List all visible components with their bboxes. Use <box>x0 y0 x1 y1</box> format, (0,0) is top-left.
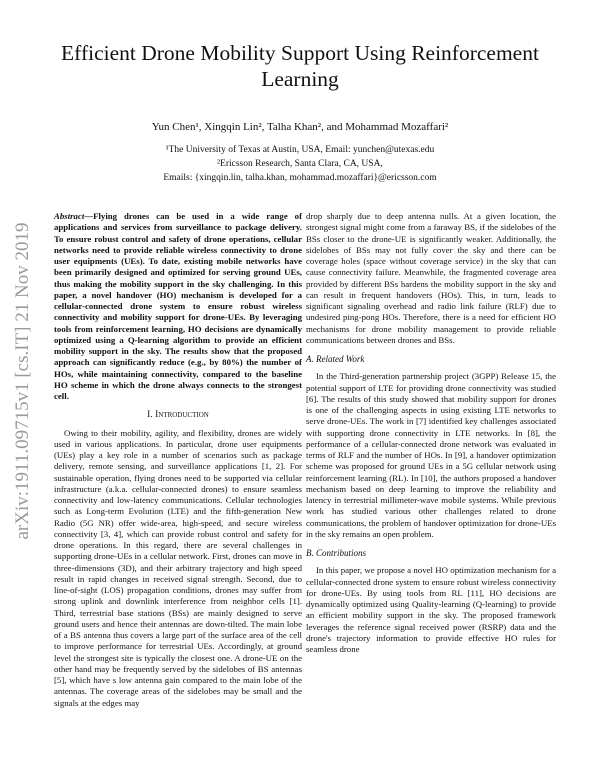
affiliations <box>60 143 540 185</box>
subsection-heading-related-work: A. Related Work <box>306 354 365 364</box>
subsection-heading-contributions: B. Contributions <box>306 548 367 558</box>
right-column <box>306 211 556 655</box>
affiliation-line: ¹The University of Texas at Austin, USA, Email: yunchen@utexas.edu <box>165 145 435 155</box>
related-work-paragraph: In the Third-generation partnership project (3GPP) Release 15, the potential support of LTE for providing drone connectivity was studied [6]. The results of this study showed that mobility support for drones is one of the challenging aspects in using existing LTE networks to serve drone-UEs. The work in [7] identified key challenges associated with supporting drone connectivity in LTE networks. In [8], the performance of a cellular-connected drone network was evaluated in terms of RLF and the number of HOs. In [9], a handover optimization scheme was proposed for ground UEs in a 5G cellular network using reinforcement learning (RL). In [10], the authors proposed a handover mechanism based on deep learning to improve the reliability and latency in terrestrial millimeter-wave mobile systems. While previous work has studied various other challenges related to drone communications, the problem of handover optimization for drone-UEs in the sky remains an open problem. <box>306 371 556 539</box>
abstract <box>54 211 302 402</box>
paper-title: Efficient Drone Mobility Support Using Reinforcement Learning <box>61 41 539 91</box>
section-heading-introduction: I. Introduction <box>147 410 209 421</box>
affiliation-line: Emails: {xingqin.lin, talha.khan, mohammad.mozaffari}@ericsson.com <box>163 173 437 183</box>
abstract-label: Abstract <box>54 211 85 221</box>
abstract-text: —Flying drones can be used in a wide range of applications and services from surveillance to package delivery. To ensure robust control and safety of drone operations, cellular networks need to provide reliable wireless connectivity to drone user equipments (UEs). To date, existing mobile networks have been primarily designed and optimized for serving ground UEs, thus making the mobility support in the sky challenging. In this paper, a novel handover (HO) mechanism is developed for a cellular-connected drone system to ensure robust wireless connectivity and mobility support for drone-UEs. By leveraging tools from reinforcement learning, HO decisions are dynamically optimized using a Q-learning algorithm to provide an efficient mobility support in the sky. The results show that the proposed approach can significantly reduce (e.g., by 80%) the number of HOs, while maintaining connectivity, compared to the baseline HO scheme in which the drone always connects to the strongest cell. <box>54 211 302 401</box>
introduction-paragraph: Owing to their mobility, agility, and flexibility, drones are widely used in various applications. In particular, drone user equipments (UEs) play a key role in a number of scenarios such as package delivery, remote sensing, and surveillance applications [1, 2]. For sustainable operation, flying drones need to be supported via cellular infrastructure (a.k.a. cellular-connected drones) to ensure seamless connectivity and low-latency communications. Cellular technologies such as Long-term Evolution (LTE) and the fifth-generation New Radio (5G NR) offer wide-area, high-speed, and secure wireless connectivity [3, 4], which can provide robust control and safety for drone operations. In this regard, there are several challenges in supporting drone-UEs in a cellular network. First, drones can move in three-dimensions (3D), and their arbitrary trajectory and high speed result in rapid changes in received signal strength. Second, due to line-of-sight (LOS) propagation conditions, drones may suffer from strong uplink and downlink interference from neighbor cells [1]. Third, terrestrial base stations (BSs) are mainly designed to serve ground users and hence their antennas are down-tilted. The main lobe of a BS antenna thus covers a large part of the surface area of the cell to improve performance for terrestrial UEs. Accordingly, at ground level the strongest site is typically the closest one. A drone-UE on the other hand may be frequently served by the sidelobes of BS antennas [5], which have s low antenna gain compared to the main lobe of the antennas. The coverage areas of the sidelobes may be small and the signals at the edges may <box>54 427 302 708</box>
affiliation-line: ²Ericsson Research, Santa Clara, CA, USA, <box>217 159 383 169</box>
introduction-paragraph-continued: drop sharply due to deep antenna nulls. At a given location, the strongest signal might come from a faraway BS, if the sidelobes of the BSs closer to the drone-UE is significantly weaker. Additionally, the sidelobes of BSs may not fully cover the sky and there can be coverage holes (space without coverage service) in the sky that can cause connectivity failure. Meanwhile, the fragmented coverage area provided by different BSs hardens the mobility support in the sky and can result in frequent handovers (HOs). This, in turn, leads to significant signaling overhead and radio link failure (RLF) due to undesired ping-pong HOs. Therefore, there is a need for efficient HO mechanisms for drone mobility management to provide reliable communications between drones and BSs. <box>306 211 556 345</box>
left-column <box>54 211 302 709</box>
author-list: Yun Chen¹, Xingqin Lin², Talha Khan², and Mohammad Mozaffari² <box>151 121 449 133</box>
arxiv-identifier-stamp: arXiv:1911.09715v1 [cs.IT] 21 Nov 2019 <box>12 222 33 540</box>
contributions-paragraph: In this paper, we propose a novel HO optimization mechanism for a cellular-connected drone system to ensure robust wireless connectivity for drone-UEs. By using tools from RL [11], HO decisions are dynamically optimized using Quality-learning (Q-learning) to provide an efficient mobility support in the sky. The proposed framework leverages the reference signal received power (RSRP) data and the drone's trajectory information to provide effective HO rules for seamless drone <box>306 565 556 654</box>
